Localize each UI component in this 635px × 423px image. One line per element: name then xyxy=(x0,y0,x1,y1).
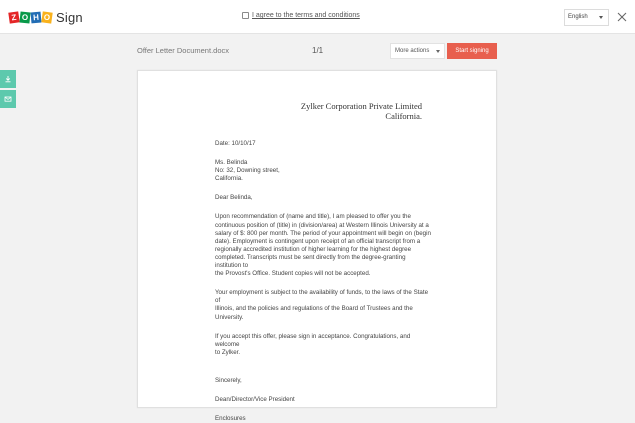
download-icon xyxy=(4,75,12,83)
terms-checkbox[interactable] xyxy=(242,12,249,19)
paragraph-line: to Zylker. xyxy=(215,348,241,356)
paragraph-line: Illinois, and the policies and regulations of the Board of Trustees and the xyxy=(215,305,413,313)
logo-letter: O xyxy=(21,12,29,23)
terms-link[interactable]: I agree to the terms and conditions xyxy=(252,12,360,19)
document-page xyxy=(137,70,497,423)
top-bar xyxy=(0,0,635,34)
salutation: Dear Belinda, xyxy=(215,194,253,202)
more-actions-button[interactable] xyxy=(390,43,445,59)
language-value: English xyxy=(568,14,588,20)
paragraph-line: salary of $: 800 per month. The period of your appointment will begin on (begin xyxy=(215,229,431,237)
paragraph-line: completed. Transcripts must be sent directly from the degree-granting institution to xyxy=(215,253,406,270)
chevron-down-icon xyxy=(436,50,440,53)
address-line: California. xyxy=(215,175,243,183)
paragraph-line: continuous position of (title) in (division/area) at Western Illinois University at a xyxy=(215,221,429,229)
company-location: California. xyxy=(385,111,422,121)
logo-letter: O xyxy=(41,11,52,23)
brand-name: Sign xyxy=(56,10,83,25)
paragraph-line: University. xyxy=(215,313,244,321)
address-line: Ms. Belinda xyxy=(215,159,248,167)
company-name: Zylker Corporation Private Limited xyxy=(300,101,422,111)
mail-icon xyxy=(4,95,12,103)
start-signing-button[interactable]: Start signing xyxy=(447,43,497,59)
enclosures: Enclosures xyxy=(215,415,246,423)
letter-body xyxy=(215,140,433,423)
logo-letter: H xyxy=(31,12,42,24)
paragraph-line: Upon recommendation of (name and title), I am pleased to offer you the xyxy=(215,213,411,221)
mail-tab[interactable] xyxy=(0,90,16,108)
closing: Sincerely, xyxy=(215,376,242,384)
document-toolbar xyxy=(137,42,497,60)
more-actions-label: More actions xyxy=(395,48,430,54)
paragraph-line: regionally accredited institution of higher learning for the highest degree xyxy=(215,245,412,253)
letter-date: Date: 10/10/17 xyxy=(215,140,256,147)
language-select[interactable] xyxy=(564,9,609,26)
logo-letter: Z xyxy=(8,11,19,23)
chevron-down-icon xyxy=(599,16,603,19)
address-line: No: 32, Downing street, xyxy=(215,167,280,175)
paragraph-line: If you accept this offer, please sign in acceptance. Congratulations, and welcome xyxy=(215,332,411,348)
side-tabs xyxy=(0,70,16,110)
terms-agreement xyxy=(242,12,360,19)
zoho-sign-logo[interactable] xyxy=(9,9,83,26)
close-icon[interactable] xyxy=(616,10,628,22)
paragraph-line: the Provost's Office. Student copies will not be accepted. xyxy=(215,270,371,278)
company-header xyxy=(275,101,422,121)
paragraph-line: Your employment is subject to the availability of funds, to the laws of the State of xyxy=(215,289,429,305)
paragraph-line: date). Employment is contingent upon receipt of an official transcript from a xyxy=(215,237,421,245)
signatory: Dean/Director/Vice President xyxy=(215,395,295,403)
document-name: Offer Letter Document.docx xyxy=(137,46,229,55)
download-tab[interactable] xyxy=(0,70,16,88)
page-count: 1/1 xyxy=(312,46,324,55)
